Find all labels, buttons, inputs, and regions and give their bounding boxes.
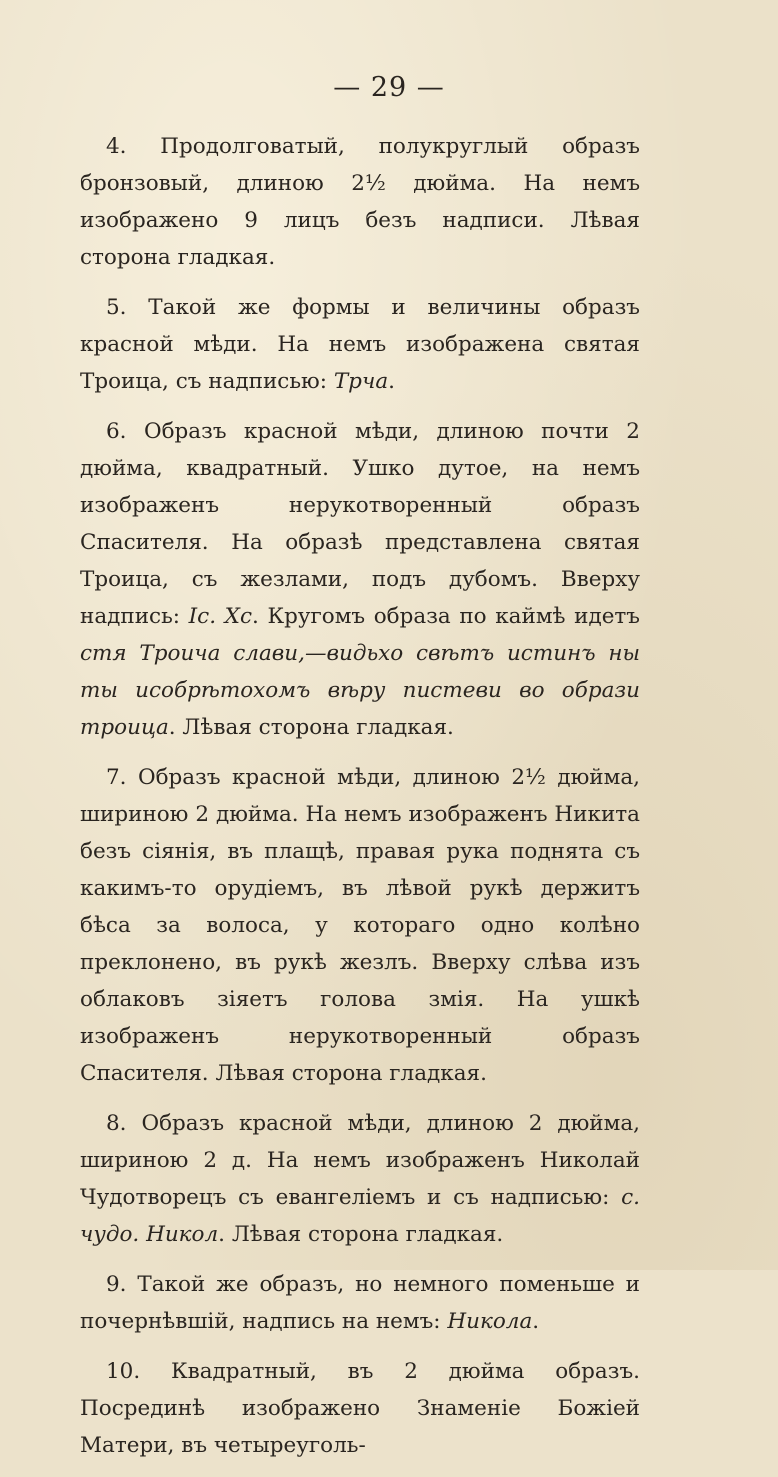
- page-body: [80, 128, 640, 1477]
- entry-10: [80, 1353, 640, 1464]
- entry-9: [80, 1266, 640, 1340]
- entry-8-inscription: с. чудо. Никол: [80, 1185, 640, 1247]
- entry-10-text: 10. Квадратный, въ 2 дюйма образъ. Посрединѣ изображено Знаменіе Божіей Матери, въ четыреуголь-: [80, 1359, 640, 1458]
- entry-8-text: 8. Образъ красной мѣди, длиною 2 дюйма, шириною 2 д. На немъ изображенъ Николай Чудотворецъ съ евангеліемъ и съ надписью:: [80, 1111, 640, 1210]
- entry-9-end: .: [532, 1309, 540, 1334]
- entry-6-middle: . Кругомъ образа по каймѣ идетъ: [252, 604, 640, 629]
- entry-8-end: . Лѣвая сторона гладкая.: [218, 1222, 504, 1247]
- entry-9-text: 9. Такой же образъ, но немного поменьше и почернѣвшій, надпись на немъ:: [80, 1272, 640, 1334]
- entry-4: [80, 128, 640, 276]
- entry-8: [80, 1105, 640, 1253]
- entry-7-text: 7. Образъ красной мѣди, длиною 2½ дюйма, шириною 2 дюйма. На немъ изображенъ Никита безъ сіянія, въ плащѣ, правая рука поднята съ какимъ-то орудіемъ, въ лѣвой рукѣ держитъ бѣса за волоса, у котораго одно колѣно преклонено, въ рукѣ жезлъ. Вверху слѣва изъ облаковъ зіяетъ голова змія. На ушкѣ изображенъ нерукотворенный образъ Спасителя. Лѣвая сторона гладкая.: [80, 765, 640, 1086]
- entry-5-inscription: Трча: [333, 369, 389, 394]
- entry-6-inscription-border: стя Троича слави,—видьхо свѣтъ истинъ ны ты исобрѣтохомъ вѣру пистеви во образи троица: [80, 641, 640, 740]
- entry-5-text: 5. Такой же формы и величины образъ красной мѣди. На немъ изображена святая Троица, съ надписью:: [80, 295, 640, 394]
- entry-6-inscription-top: Іс. Хс: [188, 604, 252, 629]
- entry-5-end: .: [388, 369, 395, 394]
- entry-6-text: 6. Образъ красной мѣди, длиною почти 2 дюйма, квадратный. Ушко дутое, на немъ изображенъ нерукотворенный образъ Спасителя. На образѣ представлена святая Троица, съ жезлами, подъ дубомъ. Вверху надпись:: [80, 419, 640, 629]
- entry-4-text: 4. Продолговатый, полукруглый образъ бронзовый, длиною 2½ дюйма. На немъ изображено 9 лицъ безъ надписи. Лѣвая сторона гладкая.: [80, 134, 640, 270]
- page-number: — 29 —: [333, 72, 445, 103]
- entry-6-end: . Лѣвая сторона гладкая.: [168, 715, 454, 740]
- entry-5: [80, 289, 640, 400]
- entry-9-inscription: Никола: [447, 1309, 533, 1334]
- entry-6: [80, 413, 640, 746]
- entry-7: [80, 759, 640, 1092]
